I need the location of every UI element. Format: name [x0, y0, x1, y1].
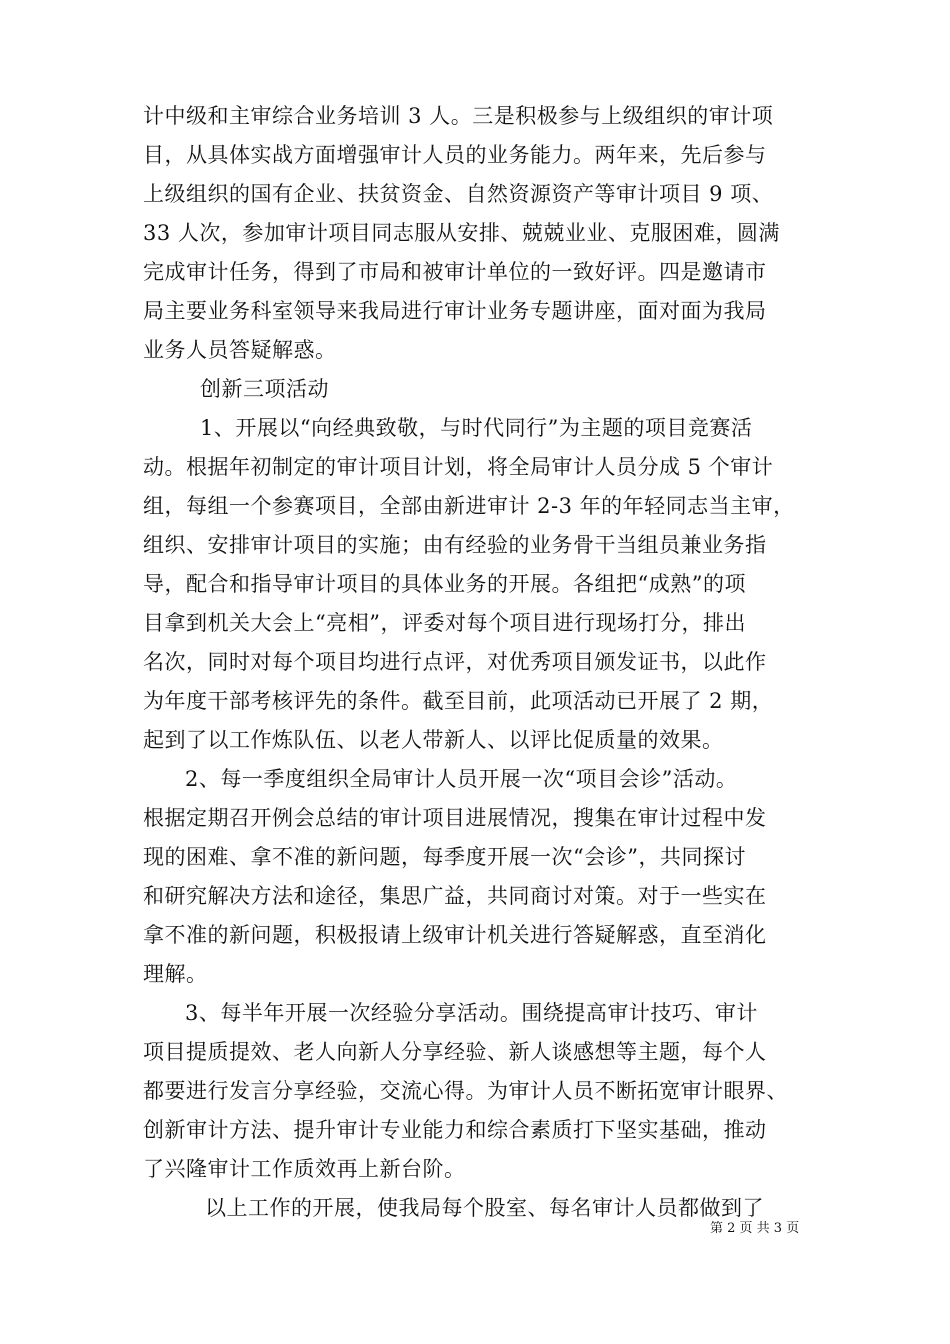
text-line: 组织、安排审计项目的实施；由有经验的业务骨干当组员兼业务指 — [143, 533, 767, 557]
text-line: 目拿到机关大会上“亮相”，评委对每个项目进行现场打分，排出 — [143, 611, 746, 635]
text-line: 业务人员答疑解惑。 — [143, 338, 337, 362]
text-line: 1、开展以“向经典致敬，与时代同行”为主题的项目竞赛活 — [200, 416, 753, 440]
section-heading: 创新三项活动 — [200, 377, 329, 401]
text-line: 根据定期召开例会总结的审计项目进展情况，搜集在审计过程中发 — [143, 806, 767, 830]
text-line: 33 人次，参加审计项目同志服从安排、兢兢业业、克服困难，圆满 — [143, 221, 780, 245]
text-line: 都要进行发言分享经验，交流心得。为审计人员不断拓宽审计眼界、 — [143, 1079, 788, 1103]
text-line: 起到了以工作炼队伍、以老人带新人、以评比促质量的效果。 — [143, 728, 724, 752]
text-line: 名次，同时对每个项目均进行点评，对优秀项目颁发证书，以此作 — [143, 650, 767, 674]
text-line: 现的困难、拿不准的新问题，每季度开展一次“会诊”，共同探讨 — [143, 845, 746, 869]
page-number: 第 2 页 共 3 页 — [710, 1221, 800, 1236]
text-line: 创新审计方法、提升审计专业能力和综合素质打下坚实基础，推动 — [143, 1118, 767, 1142]
text-line: 完成审计任务，得到了市局和被审计单位的一致好评。四是邀请市 — [143, 260, 767, 284]
text-line: 和研究解决方法和途径，集思广益，共同商讨对策。对于一些实在 — [143, 884, 767, 908]
text-line: 动。根据年初制定的审计项目计划，将全局审计人员分成 5 个审计 — [143, 455, 774, 479]
text-line: 理解。 — [143, 962, 208, 986]
text-line: 计中级和主审综合业务培训 3 人。三是积极参与上级组织的审计项 — [143, 104, 774, 128]
text-line: 组，每组一个参赛项目，全部由新进审计 2-3 年的年轻同志当主审， — [143, 494, 795, 518]
text-line: 局主要业务科室领导来我局进行审计业务专题讲座，面对面为我局 — [143, 299, 767, 323]
text-line: 以上工作的开展，使我局每个股室、每名审计人员都做到了 — [205, 1196, 764, 1220]
text-line: 目，从具体实战方面增强审计人员的业务能力。两年来，先后参与 — [143, 143, 767, 167]
text-line: 为年度干部考核评先的条件。截至目前，此项活动已开展了 2 期， — [143, 689, 774, 713]
text-line: 项目提质提效、老人向新人分享经验、新人谈感想等主题，每个人 — [143, 1040, 767, 1064]
text-line: 拿不准的新问题，积极报请上级审计机关进行答疑解惑，直至消化 — [143, 923, 767, 947]
text-line: 了兴隆审计工作质效再上新台阶。 — [143, 1157, 466, 1181]
text-line: 3、每半年开展一次经验分享活动。围绕提高审计技巧、审计 — [185, 1001, 758, 1025]
text-line: 导，配合和指导审计项目的具体业务的开展。各组把“成熟”的项 — [143, 572, 746, 596]
text-line: 2、每一季度组织全局审计人员开展一次“项目会诊”活动。 — [185, 767, 738, 791]
text-line: 上级组织的国有企业、扶贫资金、自然资源资产等审计项目 9 项、 — [143, 182, 774, 206]
